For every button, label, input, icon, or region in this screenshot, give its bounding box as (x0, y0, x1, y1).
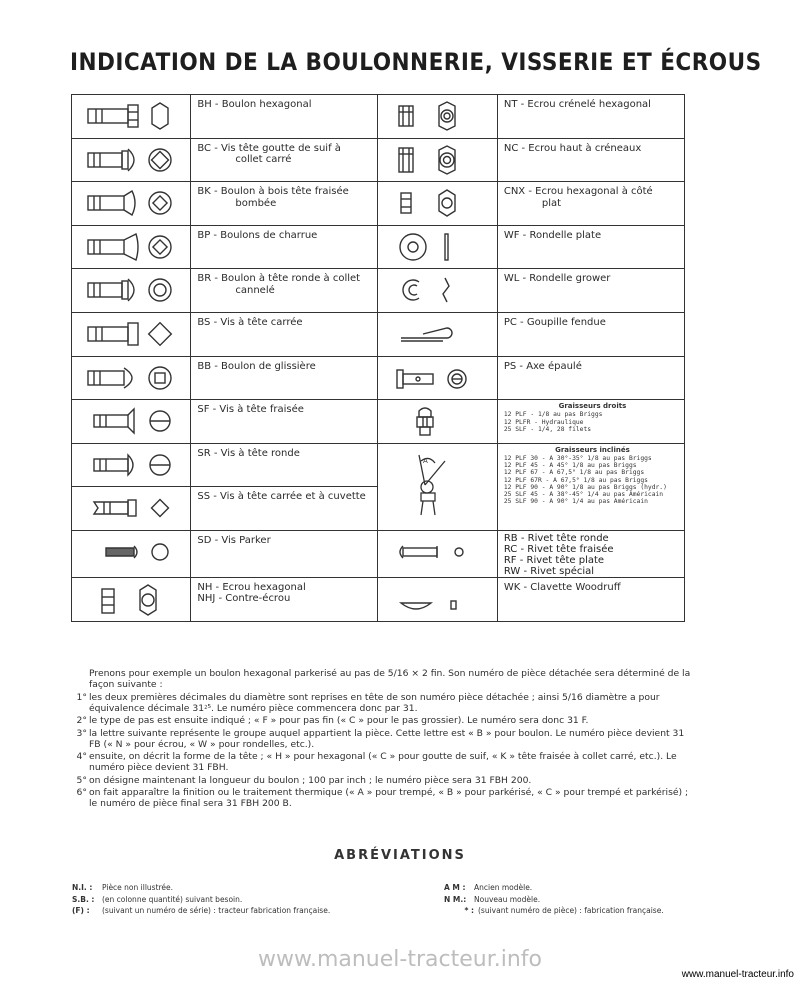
abbreviation-row (444, 894, 664, 906)
abbreviation-value: Ancien modèle. (474, 883, 533, 892)
parts-label (191, 225, 378, 269)
part-description: WF - Rondelle plate (503, 229, 602, 241)
item-text: on désigne maintenant la longueur du boulon ; 100 par inch ; le numéro pièce sera 31 FBH 200. (89, 774, 532, 786)
part-description: NC - Ecrou haut à créneaux (503, 142, 642, 154)
part-description: BC - Vis tête goutte de suif à (197, 142, 341, 154)
explanation-item (71, 751, 691, 773)
explanation-item (71, 715, 691, 726)
parts-label (191, 138, 378, 182)
grease-row: 12 PLF 67R - A 67,5° 1/8 au pas Briggs (503, 476, 648, 484)
parts-label (191, 312, 378, 356)
nut-hexagonal-icon (72, 577, 191, 621)
item-number: 1° (76, 691, 87, 703)
grease-row: 12 PLF 30 - A 30°-35° 1/8 au pas Briggs (503, 454, 652, 462)
parts-label (497, 400, 684, 444)
abbreviation-key: N M.: (444, 894, 467, 904)
grease-heading: Graisseurs inclinés (555, 445, 630, 454)
explanation-item (71, 787, 691, 809)
part-description: SF - Vis à tête fraisée (197, 404, 304, 416)
explanation-item (71, 692, 691, 714)
parts-label (191, 443, 378, 487)
grease-row: 12 PLF 90 - A 90° 1/8 au pas Briggs (hydr.) (503, 483, 667, 491)
grease-row: 12 PLF - 1/8 au pas Briggs (503, 411, 603, 419)
part-description: PC - Goupille fendue (503, 316, 606, 328)
parts-label (191, 269, 378, 313)
parts-label (497, 530, 684, 577)
rivet-row: RW - Rivet spécial (503, 565, 595, 577)
table-row (72, 400, 685, 444)
part-description: BR - Boulon à tête ronde à collet (197, 273, 361, 285)
abbreviations-right (444, 882, 664, 917)
parts-label (191, 356, 378, 400)
rivet-row: RB - Rivet tête ronde (503, 532, 609, 544)
grease-row: 25 SLF - 1/4, 28 filets (503, 425, 592, 433)
screw-square-head-icon (72, 312, 191, 356)
bolt-carriage-icon (72, 138, 191, 182)
grease-row: 12 PLFR - Hydraulique (503, 418, 584, 426)
part-description: PS - Axe épaulé (503, 360, 582, 372)
abbreviation-key: * : (464, 906, 474, 915)
washer-grower-icon (378, 269, 497, 313)
abbreviation-row (72, 894, 330, 906)
woodruff-key-icon (378, 577, 497, 621)
table-row (72, 182, 685, 226)
nut-castellated-icon (378, 95, 497, 139)
abbreviation-row (444, 905, 664, 917)
table-row (72, 312, 685, 356)
table-row (72, 577, 685, 621)
part-description: BP - Boulons de charrue (197, 229, 318, 241)
parts-label (497, 443, 684, 530)
bolt-slide-icon (72, 356, 191, 400)
nut-flat-side-icon (378, 182, 497, 226)
bolt-round-head-icon (72, 269, 191, 313)
grease-row: 25 SLF 45 - A 38°-45° 1/4 au pas Américain (503, 490, 664, 498)
parts-label (191, 530, 378, 577)
watermark-link[interactable]: www.manuel-tracteur.info (681, 969, 794, 980)
table-row (72, 356, 685, 400)
abbreviation-value: (en colonne quantité) suivant besoin. (102, 894, 243, 904)
explanation-section (71, 668, 691, 811)
part-description: NT - Ecrou crénelé hexagonal (503, 99, 651, 110)
parts-label (497, 269, 684, 313)
part-description: BB - Boulon de glissière (197, 360, 316, 372)
part-description-cont: plat (541, 197, 562, 209)
abbreviation-key: N.I. : (72, 883, 93, 892)
abbreviations-title: ABRÉVIATIONS (334, 848, 466, 863)
table-row (72, 138, 685, 182)
part-description: SR - Vis à tête ronde (197, 447, 300, 459)
grease-row: 12 PLF 67 - A 67,5° 1/8 au pas Briggs (503, 469, 645, 477)
parts-label (497, 577, 684, 621)
part-description: BH - Boulon hexagonal (197, 99, 312, 110)
rivet-row: RC - Rivet tête fraisée (503, 543, 614, 555)
grease-row: 12 PLF 45 - A 45° 1/8 au pas Briggs (503, 462, 637, 470)
washer-flat-icon (378, 225, 497, 269)
grease-nipple-straight-icon (378, 400, 497, 444)
shoulder-pin-icon (378, 356, 497, 400)
bolt-plough-icon (72, 225, 191, 269)
abbreviation-value: (suivant numéro de pièce) : fabrication française. (478, 906, 664, 915)
explanation-item (71, 728, 691, 750)
parts-label (191, 182, 378, 226)
explanation-item (71, 775, 691, 786)
part-description: SS - Vis à tête carrée et à cuvette (197, 491, 366, 503)
parts-label (191, 95, 378, 139)
parts-label (497, 225, 684, 269)
rivet-row: RF - Rivet tête plate (503, 554, 605, 566)
parts-label (497, 356, 684, 400)
item-text: le type de pas est ensuite indiqué ; « F » pour pas fin (« C » pour le pas grossier). Le numéro sera donc 31 F. (89, 715, 589, 726)
screw-square-cup-icon (72, 487, 191, 531)
parts-label (191, 400, 378, 444)
table-row (72, 269, 685, 313)
part-description: WL - Rondelle grower (503, 273, 611, 285)
page-title: INDICATION DE LA BOULONNERIE, VISSERIE ET ÉCROUS (70, 48, 762, 76)
parts-label (497, 138, 684, 182)
grease-row: 25 SLF 90 - A 90° 1/4 au pas Américain (503, 498, 648, 506)
rivet-icon (378, 530, 497, 577)
bolt-hexagonal-icon (72, 95, 191, 139)
item-number: 4° (76, 751, 87, 762)
split-pin-icon (378, 312, 497, 356)
item-text: la lettre suivante représente le groupe auquel appartient la pièce. Cette lettre est « B » pour boulon. Le numéro pièce devient 31 FB (« N » pour écrou, « W » pour rondelles, etc.). (89, 727, 685, 750)
abbreviation-row (72, 882, 330, 894)
abbreviation-key: (F) : (72, 906, 90, 915)
abbreviation-value: Pièce non illustrée. (102, 883, 174, 892)
explanation-intro: Prenons pour exemple un boulon hexagonal parkerisé au pas de 5/16 × 2 fin. Son numéro de pièce détachée sera déterminé de la façon suivante : (89, 668, 691, 690)
parts-label (497, 182, 684, 226)
table-row (72, 95, 685, 139)
abbreviations-left (72, 882, 330, 917)
part-description-cont: bombée (235, 197, 277, 209)
screw-round-head-icon (72, 443, 191, 487)
part-description: SD - Vis Parker (197, 534, 271, 546)
table-row (72, 530, 685, 577)
parts-label (497, 312, 684, 356)
svg-text:A: A (422, 456, 428, 465)
part-description-cont: collet carré (235, 154, 292, 166)
grease-heading: Graisseurs droits (558, 402, 627, 411)
part-description: CNX - Ecrou hexagonal à côté (503, 186, 653, 198)
part-description-cont: NHJ - Contre-écrou (197, 593, 291, 605)
parts-label (191, 487, 378, 531)
item-text: les deux premières décimales du diamètre sont reprises en tête de son numéro pièce détachée ; ainsi 5/16 diamètre a pour équivalence décimale 31⁲⁵. Le numéro pièce commencera donc par 31. (89, 691, 660, 714)
part-description: NH - Ecrou hexagonal (197, 581, 306, 593)
abbreviation-value: Nouveau modèle. (474, 894, 541, 904)
item-text: ensuite, on décrit la forme de la tête ; « H » pour hexagonal (« C » pour goutte de suif, « K » tête fraisée à collet carré, etc.). Le numéro pièce devient 31 FBH. (89, 751, 677, 773)
watermark: www.manuel-tracteur.info (258, 947, 542, 972)
abbreviation-value: (suivant un numéro de série) : tracteur fabrication française. (102, 906, 331, 915)
table-row (72, 225, 685, 269)
part-description: BK - Boulon à bois tête fraisée (197, 186, 349, 198)
nut-high-castle-icon (378, 138, 497, 182)
grease-nipple-angled-icon (378, 443, 497, 530)
screw-countersunk-icon (72, 400, 191, 444)
abbreviation-key: S.B. : (72, 894, 95, 904)
abbreviation-row (72, 905, 330, 917)
table-row (72, 443, 685, 487)
item-number: 3° (76, 727, 87, 739)
bolt-countersunk-icon (72, 182, 191, 226)
screw-parker-icon (72, 530, 191, 577)
parts-label (497, 95, 684, 139)
part-description: BS - Vis à tête carrée (197, 316, 303, 328)
abbreviation-key: A M : (444, 883, 466, 892)
part-description-cont: cannelé (235, 284, 275, 296)
item-text: on fait apparaître la finition ou le traitement thermique (« A » pour trempé, « B » pour parkérisé, « C » pour trempé et parkérisé) ; le numéro de pièce final sera 31 FBH 200 B. (89, 787, 689, 809)
item-number: 2° (76, 715, 87, 726)
abbreviation-row (444, 882, 664, 894)
part-description: WK - Clavette Woodruff (503, 581, 621, 593)
parts-label (191, 577, 378, 621)
item-number: 6° (76, 787, 87, 798)
item-number: 5° (76, 774, 87, 786)
parts-table (71, 94, 685, 622)
